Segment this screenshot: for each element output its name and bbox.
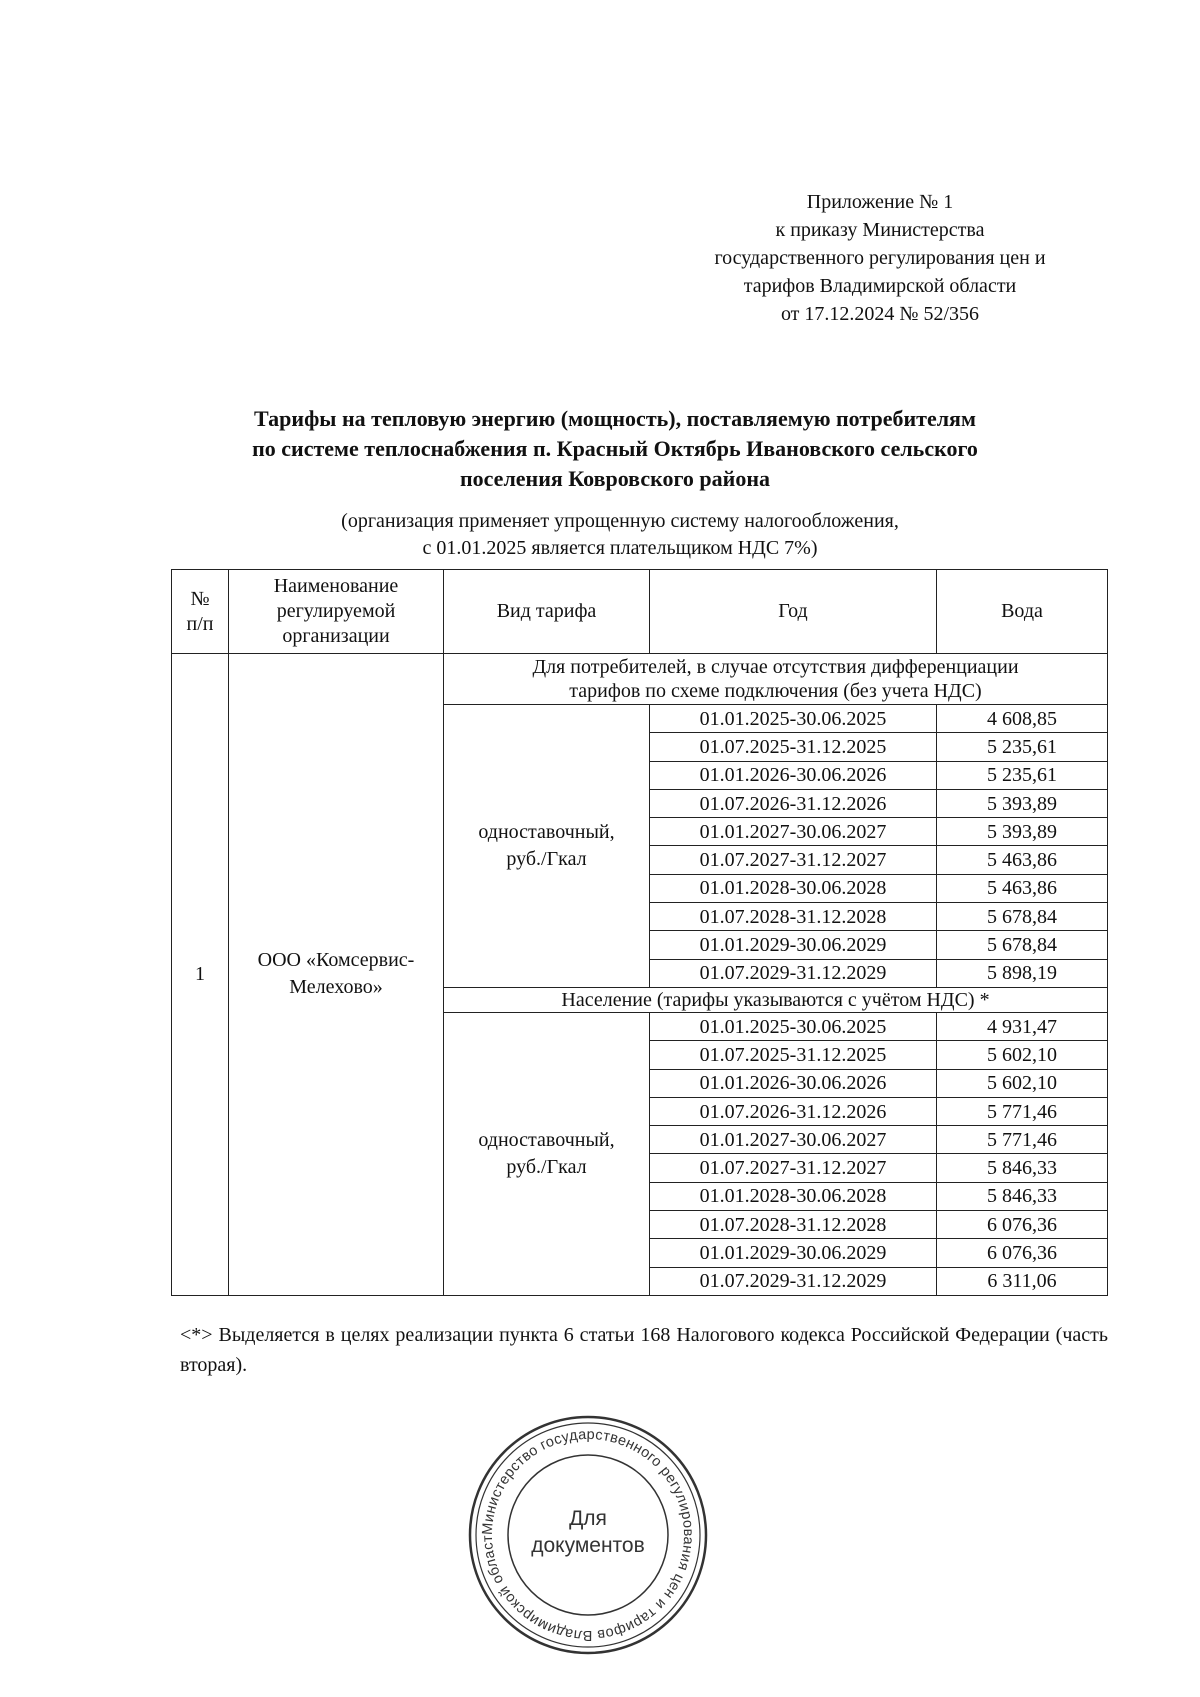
water-value-cell: 5 678,84 (937, 931, 1108, 959)
subtitle-line: (организация применяет упрощенную систему налогообложения, (341, 510, 899, 532)
water-value-cell: 5 846,33 (937, 1182, 1108, 1210)
water-value-cell: 6 076,36 (937, 1239, 1108, 1267)
tariff-table (171, 569, 1108, 1296)
period-cell: 01.01.2026-30.06.2026 (650, 1069, 937, 1097)
period-cell: 01.07.2028-31.12.2028 (650, 1211, 937, 1239)
period-cell: 01.07.2028-31.12.2028 (650, 903, 937, 931)
seal-graphic (465, 1412, 711, 1658)
appendix-line: тарифов Владимирской области (743, 275, 1017, 297)
period-cell: 01.01.2026-30.06.2026 (650, 761, 937, 789)
water-value-cell: 5 678,84 (937, 903, 1108, 931)
period-cell: 01.07.2027-31.12.2027 (650, 1154, 937, 1182)
water-value-cell: 5 771,46 (937, 1126, 1108, 1154)
appendix-line: от 17.12.2024 № 52/356 (780, 303, 980, 325)
section-heading-row (172, 654, 1108, 705)
period-cell: 01.01.2028-30.06.2028 (650, 1182, 937, 1210)
document-subtitle (240, 508, 1000, 562)
seal-ring-text: Министерство государственного регулирования цен и тарифов Владимирской област (479, 1426, 697, 1644)
tariff-type-cell: одноставочный, руб./Гкал (444, 1012, 650, 1295)
water-value-cell: 5 393,89 (937, 818, 1108, 846)
header-tariff-type: Вид тарифа (444, 570, 650, 654)
appendix-line: государственного регулирования цен и (714, 247, 1046, 269)
seal-center-line: Для (569, 1507, 607, 1530)
title-line: поселения Ковровского района (459, 466, 771, 491)
water-value-cell: 5 463,86 (937, 846, 1108, 874)
period-cell: 01.01.2027-30.06.2027 (650, 1126, 937, 1154)
footnote: <*> Выделяется в целях реализации пункта 6 статьи 168 Налогового кодекса Российской Федерации (часть вторая). (180, 1324, 1108, 1376)
appendix-line: к приказу Министерства (775, 219, 985, 241)
water-value-cell: 5 771,46 (937, 1097, 1108, 1125)
water-value-cell: 5 235,61 (937, 761, 1108, 789)
period-cell: 01.07.2026-31.12.2026 (650, 1097, 937, 1125)
period-cell: 01.01.2029-30.06.2029 (650, 1239, 937, 1267)
water-value-cell: 5 393,89 (937, 789, 1108, 817)
water-value-cell: 5 463,86 (937, 874, 1108, 902)
row-number: 1 (172, 654, 229, 1296)
water-value-cell: 5 846,33 (937, 1154, 1108, 1182)
period-cell: 01.07.2029-31.12.2029 (650, 959, 937, 987)
water-value-cell: 5 602,10 (937, 1069, 1108, 1097)
official-seal (465, 1412, 711, 1658)
water-value-cell: 5 235,61 (937, 733, 1108, 761)
period-cell: 01.07.2026-31.12.2026 (650, 789, 937, 817)
period-cell: 01.07.2029-31.12.2029 (650, 1267, 937, 1295)
header-organization: Наименование регулируемой организации (229, 570, 444, 654)
header-number: № п/п (172, 570, 229, 654)
water-value-cell: 4 608,85 (937, 705, 1108, 733)
title-line: Тарифы на тепловую энергию (мощность), поставляемую потребителям (254, 406, 976, 431)
period-cell: 01.07.2025-31.12.2025 (650, 733, 937, 761)
header-water: Вода (937, 570, 1108, 654)
period-cell: 01.01.2027-30.06.2027 (650, 818, 937, 846)
section-heading: Население (тарифы указываются с учётом НДС) * (444, 987, 1108, 1012)
water-value-cell: 5 898,19 (937, 959, 1108, 987)
period-cell: 01.01.2028-30.06.2028 (650, 874, 937, 902)
document-title (150, 404, 1080, 494)
appendix-block (660, 188, 1100, 328)
subtitle-line: с 01.01.2025 является плательщиком НДС 7%) (422, 537, 818, 559)
period-cell: 01.01.2025-30.06.2025 (650, 705, 937, 733)
water-value-cell: 4 931,47 (937, 1012, 1108, 1040)
header-year: Год (650, 570, 937, 654)
appendix-line: Приложение № 1 (806, 191, 954, 213)
water-value-cell: 5 602,10 (937, 1041, 1108, 1069)
section-heading: Для потребителей, в случае отсутствия дифференциации тарифов по схеме подключения (без учета НДС) (444, 654, 1108, 705)
period-cell: 01.01.2029-30.06.2029 (650, 931, 937, 959)
seal-center-line: документов (531, 1534, 645, 1557)
period-cell: 01.01.2025-30.06.2025 (650, 1012, 937, 1040)
water-value-cell: 6 076,36 (937, 1211, 1108, 1239)
tariff-type-cell: одноставочный, руб./Гкал (444, 705, 650, 988)
title-line: по системе теплоснабжения п. Красный Октябрь Ивановского сельского (252, 436, 978, 461)
table-header-row (172, 570, 1108, 654)
water-value-cell: 6 311,06 (937, 1267, 1108, 1295)
organization-name: ООО «Комсервис- Мелехово» (229, 654, 444, 1296)
period-cell: 01.07.2025-31.12.2025 (650, 1041, 937, 1069)
period-cell: 01.07.2027-31.12.2027 (650, 846, 937, 874)
